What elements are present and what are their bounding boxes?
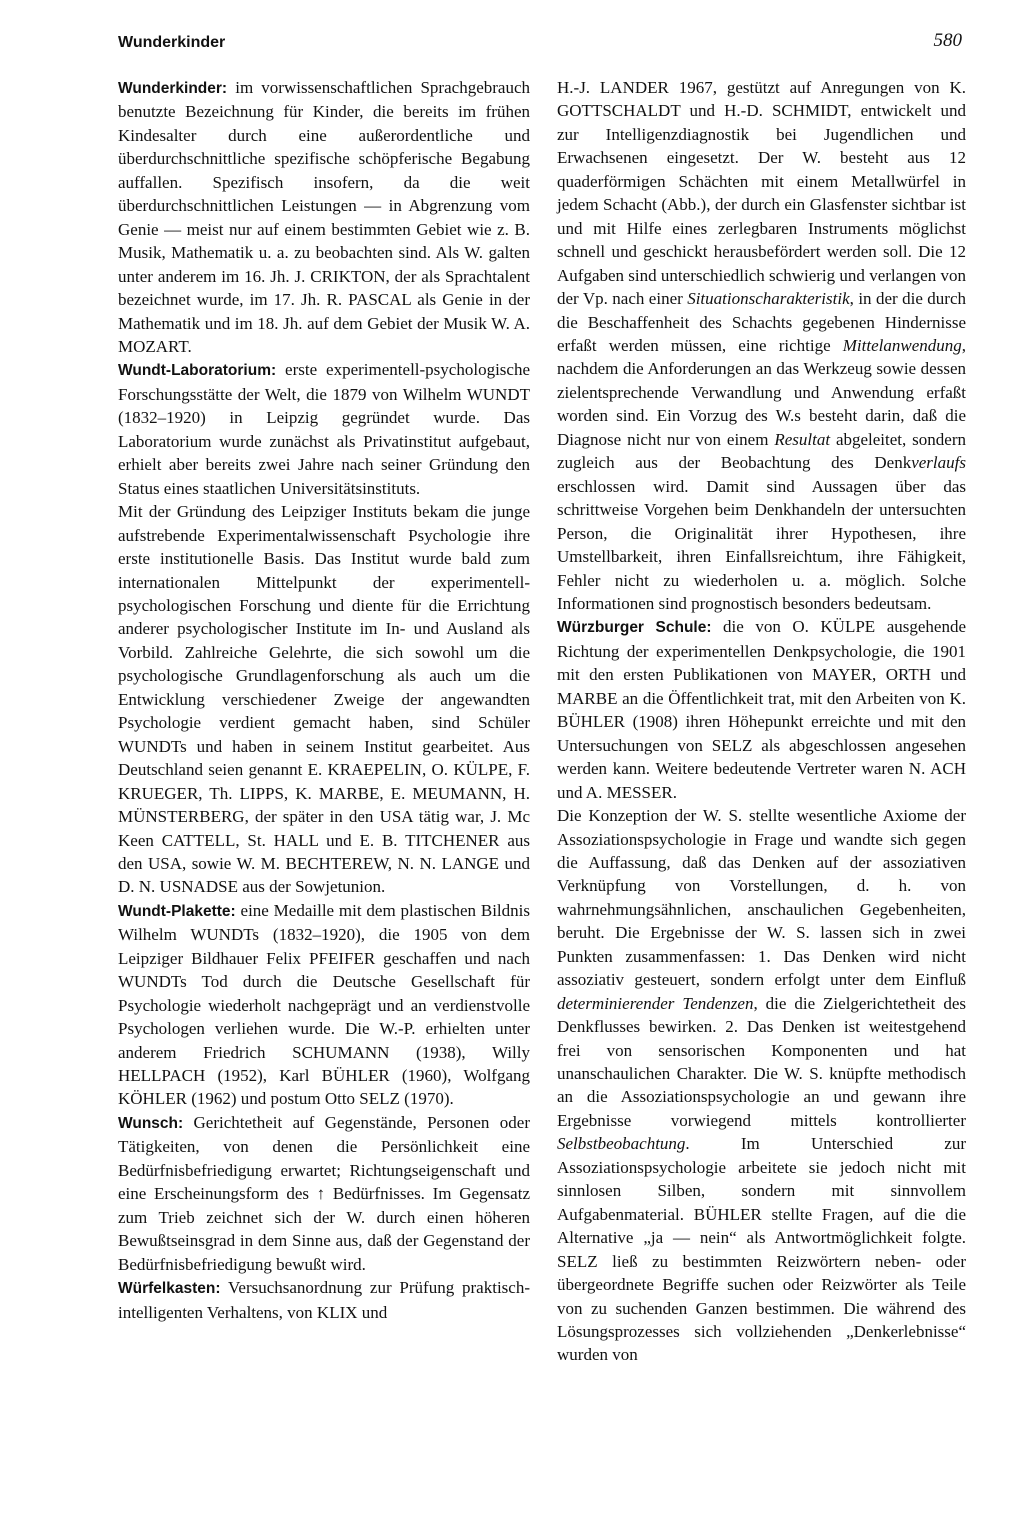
right-column (557, 76, 966, 1367)
running-head: Wunderkinder (118, 34, 226, 51)
entry-text: , nachdem die Anforderungen an das Werkzeug sowie dessen zielentsprechende Verwandlung und Anwendung erfaßt worden sind. Ein Vorzug des W.s besteht darin, daß die Diagnose nicht nur von einem (557, 335, 966, 449)
dictionary-entry (118, 899, 530, 1111)
entry-paragraph (557, 804, 966, 1367)
dictionary-entry (118, 76, 530, 358)
entry-text: eine Medaille mit dem plastischen Bildnis Wilhelm WUNDTs (1832–1920), die 1905 von dem Leipziger Bildhauer Felix PFEIFER geschaffen und nach WUNDTs Tod durch die Deutsche Gesellschaft für Psychologie wiederholt nachgeprägt und an verdienstvolle Psychologen verliehen wurde. Die W.-P. erhielten unter anderem Friedrich SCHUMANN (1938), Willy HELLPACH (1952), Karl BÜHLER (1960), Wolfgang KÖHLER (1962) und postum Otto SELZ (1970). (118, 900, 530, 1109)
entry-text: Mit der Gründung des Leipziger Instituts bekam die junge aufstrebende Experimentalwissenschaft Psychologie ihre erste institutionelle Basis. Das Institut wurde bald zum internationalen Mittelpunkt der experimentell-psychologischen Forschung und diente für die Errichtung anderer psychologischer Institute im In- und Ausland als Vorbild. Zahlreiche Gelehrte, die sich sowohl um die psychologische Grundlagenforschung als auch um die Entwicklung verschiedener Zweige der angewandten Psychologie verdient gemacht haben, sind Schüler WUNDTs und haben in seinem Institut gearbeitet. Aus Deutschland seien genannt E. KRAEPELIN, O. KÜLPE, F. KRUEGER, Th. LIPPS, K. MARBE, E. MEUMANN, H. MÜNSTERBERG, der später in den USA tätig war, J. Mc Keen CATTELL, St. HALL und E. B. TITCHENER aus den USA, sowie W. M. BECHTEREW, N. N. LANGE und D. N. USNADSE aus der Sowjetunion. (118, 502, 530, 897)
entry-term: Wunderkinder: (118, 80, 228, 97)
entry-term: Wundt-Plakette: (118, 902, 236, 920)
entry-text: , in der die durch die Beschaffenheit des Schachts gegebenen Hindernisse erfaßt werden müssen, eine richtige (557, 289, 966, 355)
italic-text: Selbstbeobachtung (557, 1134, 686, 1154)
entry-text: Gerichtetheit auf Gegenstände, Personen oder Tätigkeiten, von denen die Persönlichkeit eine Bedürfnisbefriedigung erwartet; Richtungseigenschaft und eine Erscheinungsform des ↑ Bedürfnisses. Im Gegensatz zum Trieb zeichnet sich der W. durch einen höheren Bewußtseinsgrad in dem Sinne aus, daß der Gegenstand der Bedürfnisbefriedigung bewußt wird. (118, 1112, 530, 1274)
entry-text: die von O. KÜLPE ausgehende Richtung der experimentellen Denkpsychologie, die 1901 mit den ersten Publikationen von MAYER, ORTH und MARBE an die Öffentlichkeit trat, mit den Arbeiten von K. BÜHLER (1908) ihren Höhepunkt erreichte und mit den Untersuchungen von SELZ als abgeschlossen angesehen werden kann. Weitere bedeutende Vertreter waren N. ACH und A. MESSER. (557, 617, 966, 802)
page-number: 580 (933, 30, 962, 51)
italic-text: verlaufs (911, 453, 966, 473)
italic-text: Situationscharakteristik (687, 289, 850, 309)
entry-term: Würzburger Schule: (557, 619, 712, 637)
entry-text: . Im Unterschied zur Assoziationspsychologie arbeitete sie jedoch nicht mit sinnlosen Silben, sondern mit sinnvollem Aufgabenmaterial. BÜHLER stellte Fragen, auf die die Alternative „ja — nein“ als Antwortmöglichkeit folgte. SELZ ließ zu bestimmten Reizwörtern neben- oder übergeordnete Begriffe suchen oder Reizwörter als Teile von zu suchenden Ganzen bestimmen. Die während des Lösungsprozesses sich vollziehenden „Denkerlebnisse“ wurden von (557, 1134, 966, 1365)
italic-text: Mittelanwendung (842, 335, 962, 355)
entry-text: Die Konzeption der W. S. stellte wesentliche Axiome der Assoziationspsychologie in Frage und wandte sich gegen die Auffassung, daß das Denken auf der assoziativen Verknüpfung von Vorstellungen, d. h. von wahrnehmungsähnlichen, anschaulichen Gegebenheiten, beruht. Die Ergebnisse der W. S. lassen sich in zwei Punkten zusammenfassen: 1. Das Denken wird nicht assoziativ gesteuert, sondern erfolgt unter dem Einfluß (557, 806, 966, 990)
dictionary-entry (557, 615, 966, 804)
entry-term: Würfelkasten: (118, 1280, 221, 1298)
entry-text: abgeleitet, sondern zugleich aus der Beobachtung des Denk (557, 429, 966, 473)
italic-text: determinierender Tendenzen (557, 993, 754, 1013)
dictionary-entry (118, 358, 530, 500)
left-column (118, 76, 530, 1324)
entry-term: Wundt-Laboratorium: (118, 362, 277, 380)
entry-paragraph (118, 500, 530, 899)
entry-text: Versuchsanordnung zur Prüfung praktisch-intelligenten Verhaltens, von KLIX und (118, 1278, 530, 1322)
entry-term: Wunsch: (118, 1114, 184, 1132)
dictionary-entry (118, 1111, 530, 1276)
entry-text: , die die Zielgerichtetheit des Denkflusses bewirken. 2. Das Denken ist weitestgehend frei von sensorischen Komponenten und hat unanschaulichen Charakter. Die W. S. knüpfte methodisch an die Assoziationspsychologie an und gewann ihre Ergebnisse vorwiegend mittels kontrollierter (557, 993, 966, 1130)
italic-text: Resultat (774, 429, 831, 449)
entry-text: H.-J. LANDER 1967, gestützt auf Anregungen von K. GOTTSCHALDT und H.-D. SCHMIDT, entwickelt und zur Intelligenzdiagnostik bei Jugendlichen und Erwachsenen eingesetzt. Der W. besteht aus 12 quaderförmigen Schächten mit einem Metallwürfel in jedem Schacht (Abb.), der durch ein Glasfenster sichtbar ist und mit Hilfe eines zerlegbaren Instruments möglichst schnell und geschickt herausbefördert werden soll. Die 12 Aufgaben sind unterschiedlich schwierig und verlangen von der Vp. nach einer (557, 78, 966, 309)
entry-text: erschlossen wird. Damit sind Aussagen über das schrittweise Vorgehen beim Denkhandeln der untersuchten Person, die Originalität ihrer Hypothesen, ihre Umstellbarkeit, ihren Einfallsreichtum, ihre Fähigkeit, Fehler nicht zu wiederholen u. a. möglich. Solche Informationen sind prognostisch besonders bedeutsam. (557, 476, 966, 613)
dictionary-entry (118, 1276, 530, 1324)
entry-text: erste experimentell-psychologische Forschungsstätte der Welt, die 1879 von Wilhelm WUNDT (1832–1920) in Leipzig gegründet wurde. Das Laboratorium wurde zunächst als Privatinstitut aufgebaut, erhielt aber bereits zwei Jahre nach seiner Gründung den Status eines staatlichen Universitätsinstituts. (118, 360, 530, 498)
entry-text: im vorwissenschaftlichen Sprachgebrauch benutzte Bezeichnung für Kinder, die bereits im frühen Kindesalter durch eine außerordentliche und überdurchschnittliche spezifische schöpferische Begabung auffallen. Spezifisch insofern, da die weit überdurchschnittlichen Leistungen — in Abgrenzung vom Genie — meist nur auf einem bestimmten Gebiet wie z. B. Musik, Mathematik u. a. zu beobachten sind. Als W. galten unter anderem im 16. Jh. J. CRIKTON, der als Sprachtalent bezeichnet wurde, im 17. Jh. R. PASCAL als Genie in der Mathematik und im 18. Jh. auf dem Gebiet der Musik W. A. MOZART. (118, 78, 530, 356)
entry-paragraph (557, 76, 966, 615)
